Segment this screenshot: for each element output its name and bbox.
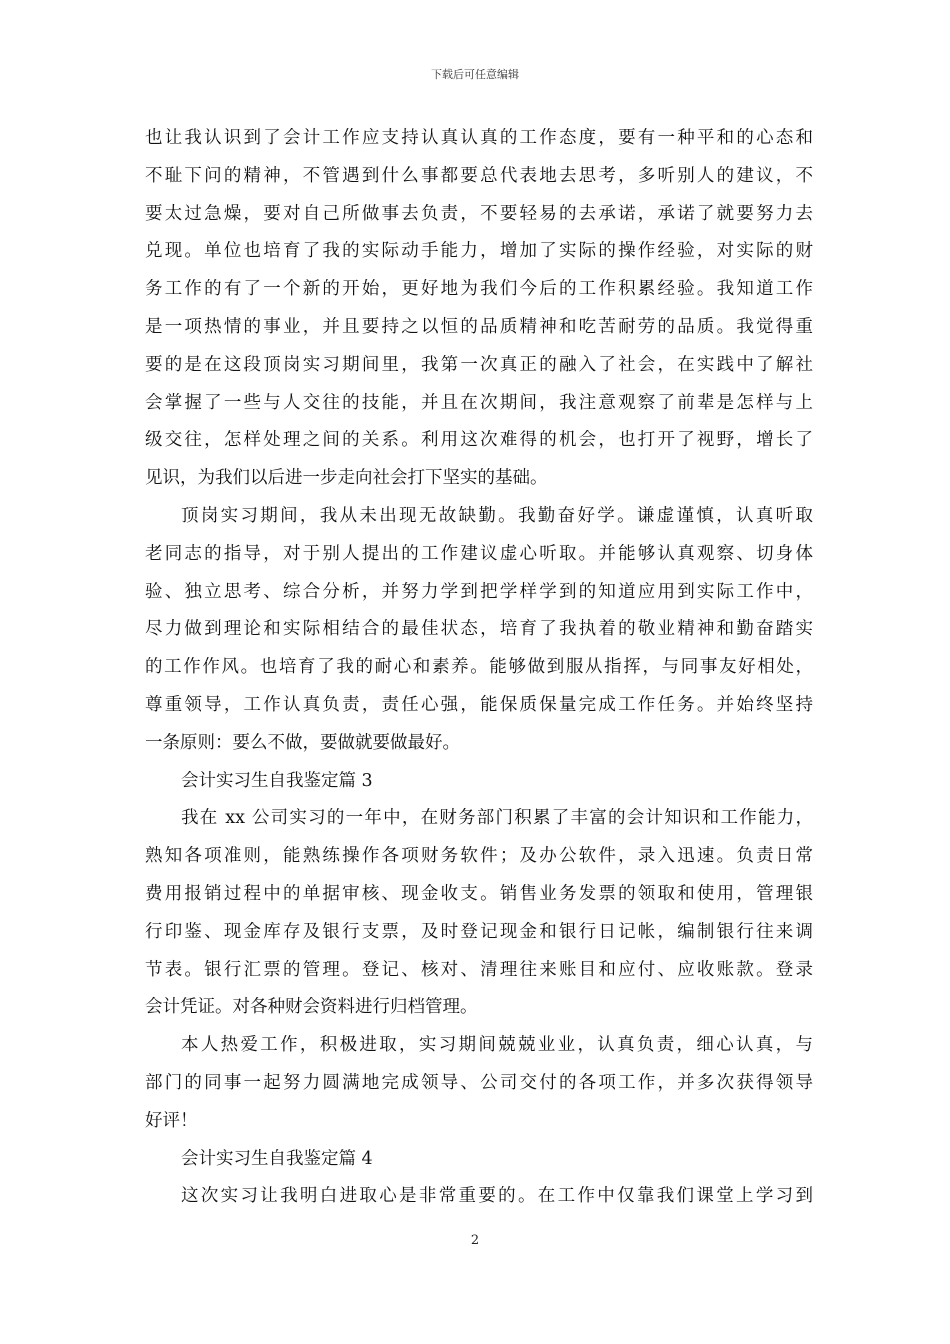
- text-line: 这次实习让我明白进取心是非常重要的。在工作中仅靠我们课堂上学习到: [181, 1186, 813, 1207]
- text-line: 会计实习生自我鉴定篇 3: [181, 770, 373, 791]
- document-body: [145, 120, 813, 1216]
- text-line: 不耻下问的精神，不管遇到什么事都要总代表地去思考，多听别人的建议，不: [145, 165, 813, 186]
- text-line: 会计实习生自我鉴定篇 4: [181, 1148, 373, 1169]
- text-line: 费用报销过程中的单据审核、现金收支。销售业务发票的领取和使用，管理银: [145, 883, 813, 904]
- text-line: 会掌握了一些与人交往的技能，并且在次期间，我注意观察了前辈是怎样与上: [145, 392, 813, 413]
- text-line: 行印鉴、现金库存及银行支票，及时登记现金和银行日记帐，编制银行往来调: [145, 921, 813, 942]
- text-line: 部门的同事一起努力圆满地完成领导、公司交付的各项工作，并多次获得领导: [145, 1072, 813, 1093]
- text-line: 一条原则：要么不做，要做就要做最好。: [145, 732, 460, 753]
- text-line: 我在 xx 公司实习的一年中，在财务部门积累了丰富的会计知识和工作能力，: [181, 808, 813, 829]
- text-line: 顶岗实习期间，我从未出现无故缺勤。我勤奋好学。谦虚谨慎，认真听取: [181, 505, 813, 526]
- text-line: 验、独立思考、综合分析，并努力学到把学样学到的知道应用到实际工作中，: [145, 581, 813, 602]
- text-line: 务工作的有了一个新的开始，更好地为我们今后的工作积累经验。我知道工作: [145, 279, 813, 300]
- text-line: 好评！: [145, 1110, 198, 1131]
- text-line: 的工作作风。也培育了我的耐心和素养。能够做到服从指挥，与同事友好相处，: [145, 657, 813, 678]
- text-line: 要的是在这段顶岗实习期间里，我第一次真正的融入了社会，在实践中了解社: [145, 354, 813, 375]
- text-line: 兑现。单位也培育了我的实际动手能力，增加了实际的操作经验，对实际的财: [145, 241, 813, 262]
- text-line: 会计凭证。对各种财会资料进行归档管理。: [145, 997, 478, 1018]
- text-line: 本人热爱工作，积极进取，实习期间兢兢业业，认真负责，细心认真，与: [181, 1035, 813, 1056]
- text-line: 尊重领导，工作认真负责，责任心强，能保质保量完成工作任务。并始终坚持: [145, 694, 813, 715]
- page-header: 下载后可任意编辑: [431, 68, 519, 81]
- text-line: 尽力做到理论和实际相结合的最佳状态，培育了我执着的敬业精神和勤奋踏实: [145, 619, 813, 640]
- text-line: 也让我认识到了会计工作应支持认真认真的工作态度，要有一种平和的心态和: [145, 128, 813, 148]
- text-line: 要太过急燥，要对自己所做事去负责，不要轻易的去承诺，承诺了就要努力去: [145, 203, 813, 224]
- text-line: 级交往，怎样处理之间的关系。利用这次难得的机会，也打开了视野，增长了: [145, 430, 813, 451]
- text-line: 见识，为我们以后进一步走向社会打下坚实的基础。: [145, 468, 548, 489]
- text-line: 老同志的指导，对于别人提出的工作建议虚心听取。并能够认真观察、切身体: [145, 543, 813, 564]
- text-line: 节表。银行汇票的管理。登记、核对、清理往来账目和应付、应收账款。登录: [145, 959, 813, 980]
- text-line: 熟知各项准则，能熟练操作各项财务软件；及办公软件，录入迅速。负责日常: [145, 846, 813, 867]
- text-line: 是一项热情的事业，并且要持之以恒的品质精神和吃苦耐劳的品质。我觉得重: [145, 316, 813, 337]
- page-number: 2: [470, 1233, 480, 1248]
